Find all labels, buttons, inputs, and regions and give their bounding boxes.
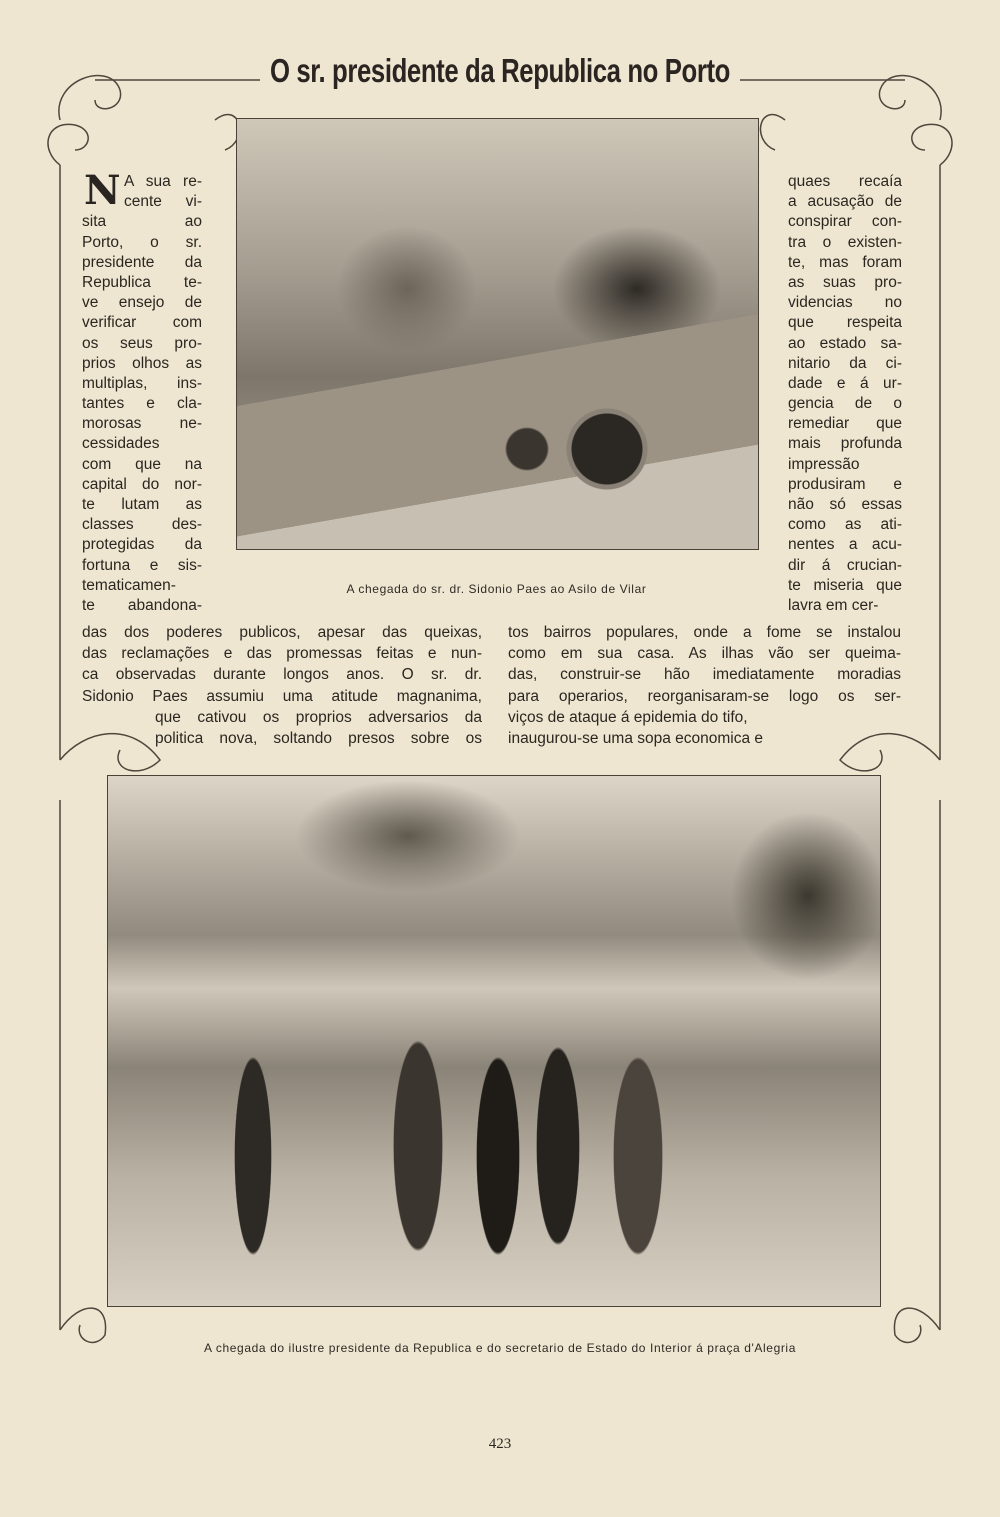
text-line: dir á crucian- bbox=[788, 556, 902, 574]
text-line: prios olhos as bbox=[82, 354, 202, 372]
text-line: cente vi- bbox=[124, 193, 202, 211]
text-line: te lutam as bbox=[82, 496, 202, 513]
text-line: Sidonio Paes assumiu uma atitude magnanima, bbox=[82, 687, 482, 705]
text-line: das reclamações e das promessas feitas e nun- bbox=[82, 645, 482, 663]
text-line: Republica te- bbox=[82, 273, 202, 291]
text-line: cessidades bbox=[82, 435, 160, 453]
text-line: gencia de o bbox=[788, 395, 902, 413]
text-line: remediar que bbox=[788, 415, 902, 433]
text-line: nitario da ci- bbox=[788, 354, 902, 372]
text-line: ve ensejo de bbox=[82, 294, 202, 312]
text-line: tematicamen- bbox=[82, 576, 176, 594]
photo1-caption: A chegada do sr. dr. Sidonio Paes ao Asilo de Vilar bbox=[346, 582, 647, 596]
text-line: como as ati- bbox=[788, 516, 902, 534]
text-line: das dos poderes publicos, apesar das queixas, bbox=[82, 624, 482, 641]
text-line: não só essas bbox=[788, 496, 902, 513]
photo-car-arrival bbox=[236, 118, 759, 550]
text-line: multiplas, ins- bbox=[82, 374, 202, 392]
text-line: lavra em cer- bbox=[788, 596, 879, 614]
text-line: verificar com bbox=[82, 314, 202, 332]
text-line: das, construir-se hão imediatamente moradias bbox=[508, 666, 901, 684]
text-line: inaugurou-se uma sopa economica e bbox=[508, 729, 764, 747]
text-line: ca observadas durante longos anos. O sr. dr. bbox=[82, 666, 482, 684]
text-line: te abandona- bbox=[82, 596, 202, 614]
text-line: tra o existen- bbox=[788, 233, 902, 251]
text-line: A sua re- bbox=[124, 173, 202, 190]
bottom-right-column bbox=[508, 622, 901, 749]
text-line: te, mas foram bbox=[788, 253, 902, 271]
text-line: Porto, o sr. bbox=[82, 233, 202, 251]
page-number: 423 bbox=[488, 1436, 512, 1452]
text-line: politica nova, soltando presos sobre os bbox=[155, 729, 482, 747]
text-line: com que na bbox=[82, 455, 202, 473]
text-line: te miseria que bbox=[788, 576, 902, 594]
text-line: quaes recaía bbox=[788, 173, 902, 190]
text-line: produsiram e bbox=[788, 475, 902, 493]
photo2-caption: A chegada do ilustre presidente da Republica e do secretario de Estado do Interior á praça d'Alegria bbox=[204, 1341, 796, 1355]
text-line: para operarios, reorganisaram-se logo os ser- bbox=[508, 687, 901, 705]
page-title: O sr. presidente da Republica no Porto bbox=[269, 52, 731, 89]
text-line: capital do nor- bbox=[82, 475, 202, 493]
text-line: fortuna e sis- bbox=[82, 556, 202, 574]
text-line: sita ao bbox=[82, 213, 202, 231]
text-line: a acusação de bbox=[788, 193, 902, 211]
photo-officers-walking bbox=[107, 775, 881, 1307]
text-line: como em sua casa. As ilhas vão ser queima- bbox=[508, 645, 901, 663]
text-line: morosas ne- bbox=[82, 415, 202, 433]
text-line: protegidas da bbox=[82, 536, 202, 554]
text-line: tos bairros populares, onde a fome se instalou bbox=[508, 624, 901, 641]
text-line: viços de ataque á epidemia do tifo, bbox=[508, 708, 748, 726]
text-line: classes des- bbox=[82, 516, 202, 534]
drop-cap: N bbox=[84, 167, 121, 214]
text-line: mais profunda bbox=[788, 435, 902, 453]
text-line: que respeita bbox=[788, 314, 902, 332]
text-line: que cativou os proprios adversarios da bbox=[155, 708, 482, 726]
text-line: ao estado sa- bbox=[788, 334, 902, 352]
bottom-left-column bbox=[82, 622, 482, 749]
right-column bbox=[788, 172, 902, 616]
text-line: impressão bbox=[788, 455, 860, 473]
text-line: videncias no bbox=[788, 294, 902, 312]
text-line: conspirar con- bbox=[788, 213, 902, 231]
text-line: presidente da bbox=[82, 253, 202, 271]
text-line: nentes a acu- bbox=[788, 536, 902, 554]
text-line: dade e á ur- bbox=[788, 374, 902, 392]
left-column bbox=[82, 167, 202, 616]
text-line: os seus pro- bbox=[82, 334, 202, 352]
text-line: as suas pro- bbox=[788, 273, 902, 291]
text-line: tantes e cla- bbox=[82, 395, 202, 413]
